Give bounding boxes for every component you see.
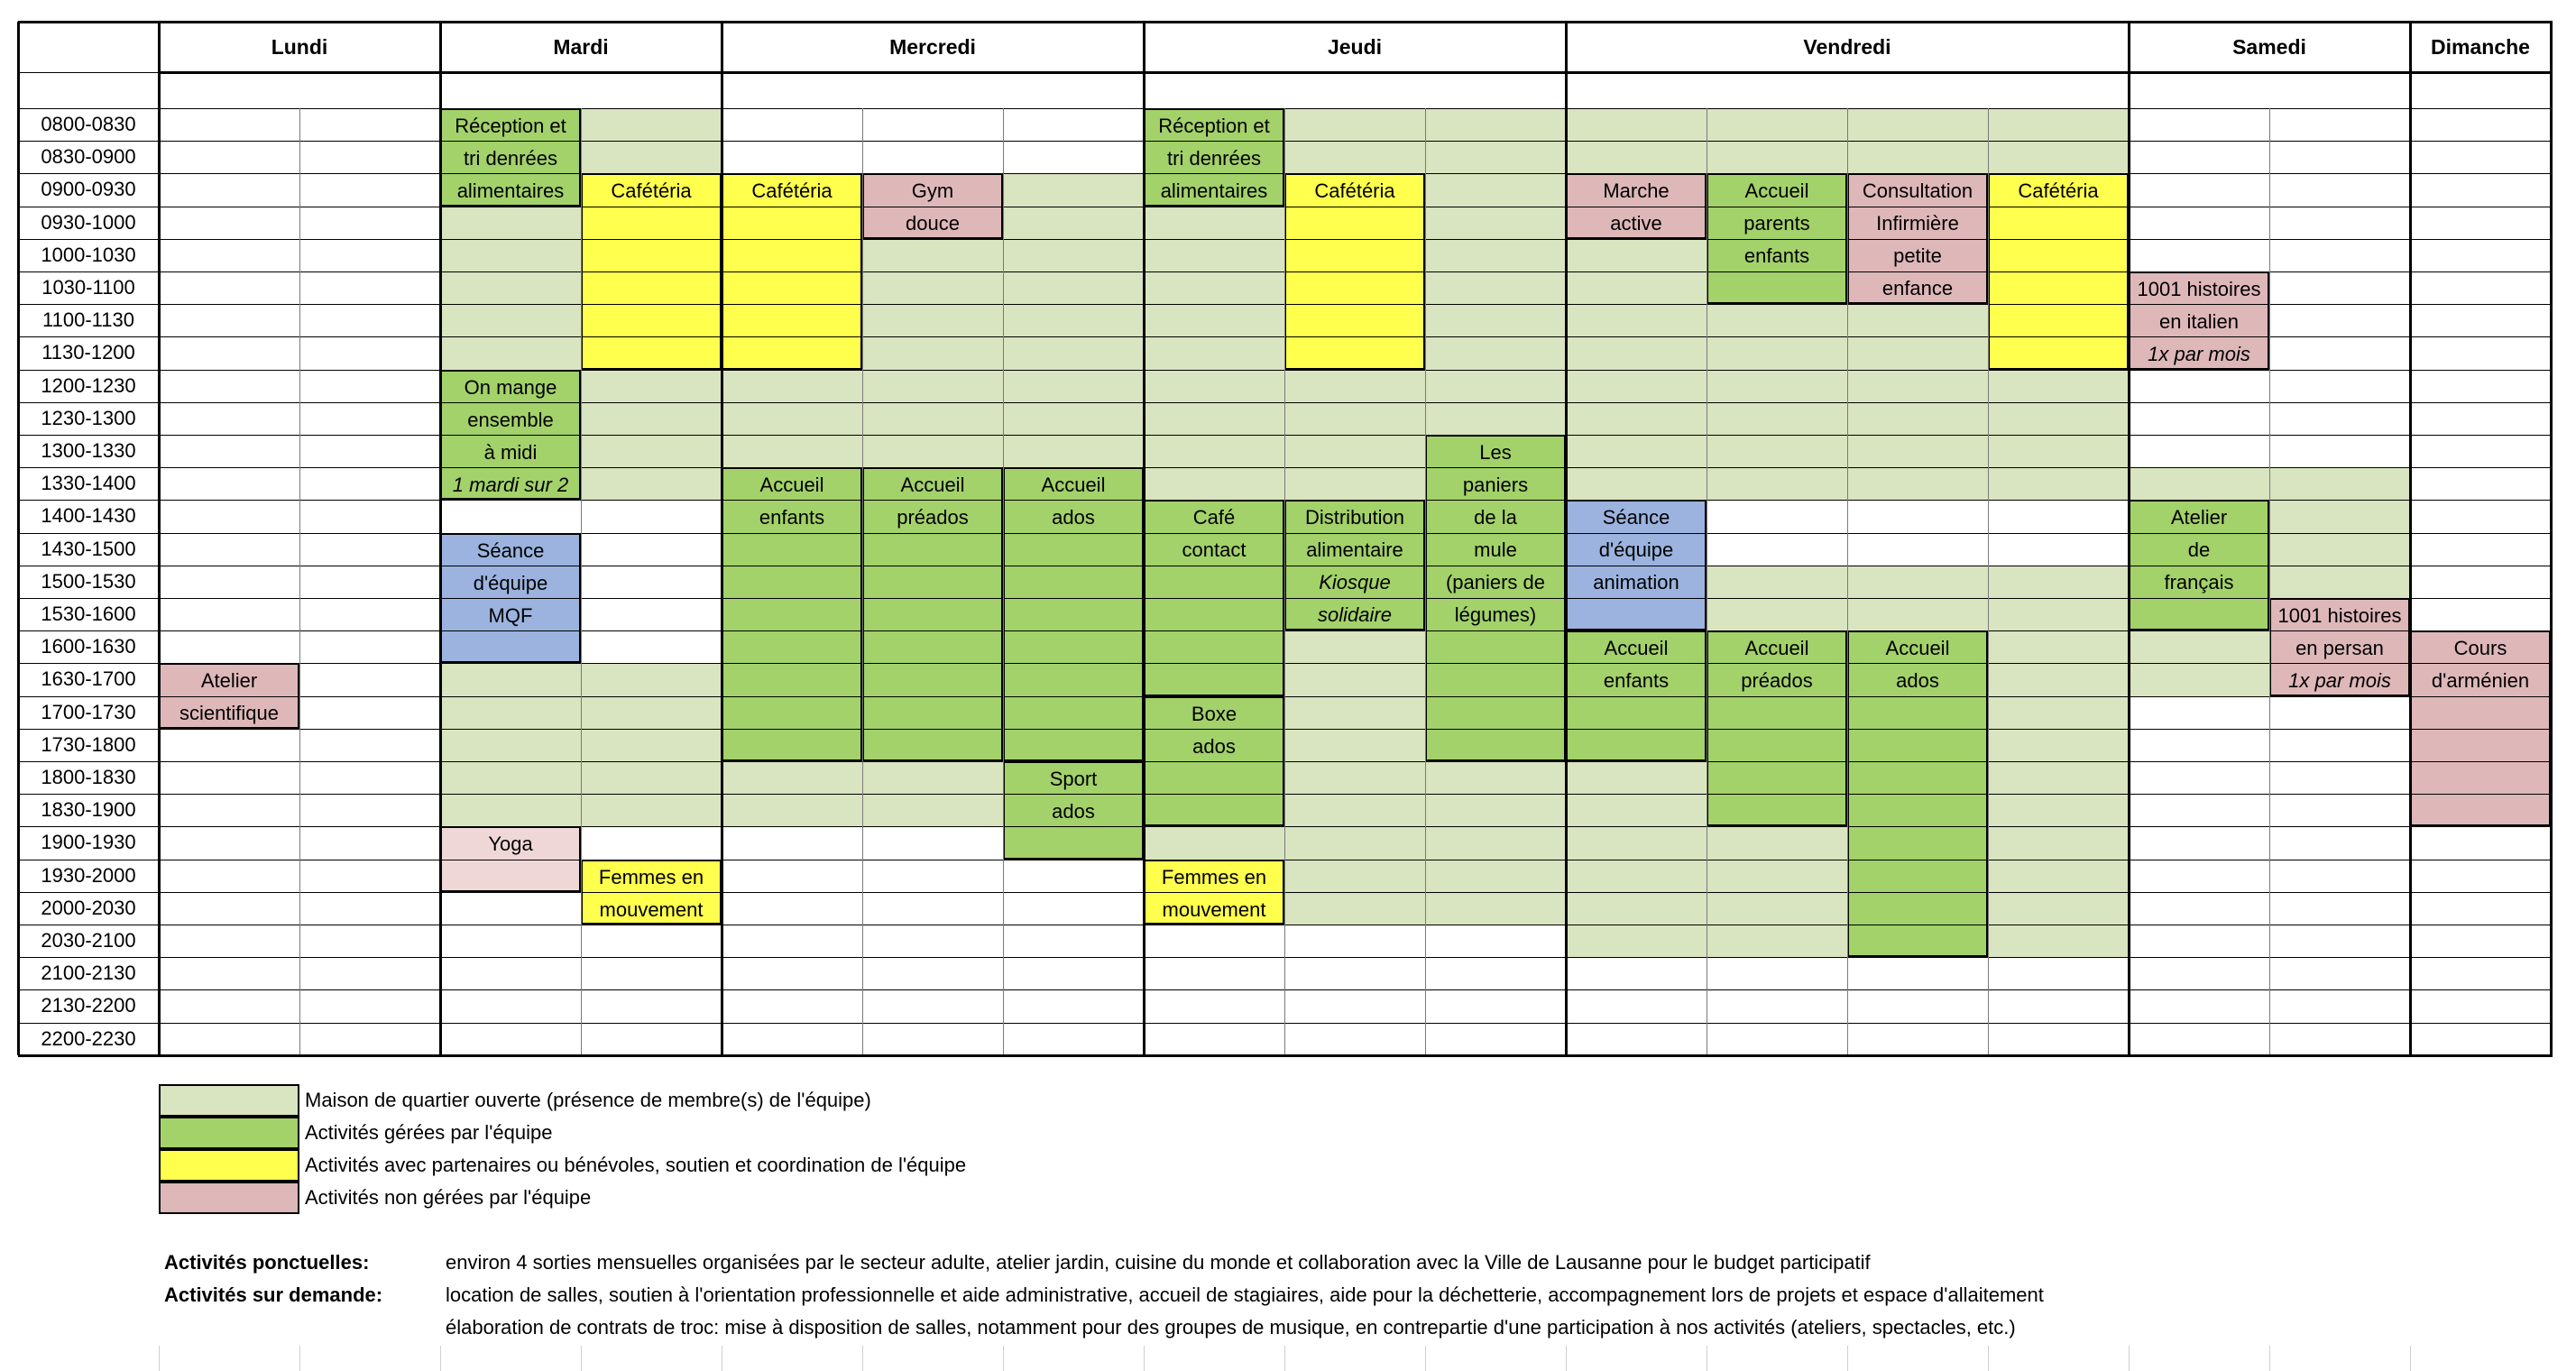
day-separator <box>439 22 442 1055</box>
notes-ponctuelles-label: Activités ponctuelles: <box>164 1251 370 1274</box>
samedi-1001-italien-note: 1x par mois <box>2148 343 2250 365</box>
legend-swatch <box>159 1117 299 1149</box>
jeudi-distribution-line: alimentaire <box>1306 538 1403 562</box>
jeudi-cafe-contact-line: contact <box>1182 538 1247 562</box>
time-label: 0800-0830 <box>41 113 136 136</box>
footer-tick <box>1847 1346 1848 1371</box>
vendredi-accueil-parents-line: parents <box>1743 212 1810 235</box>
mardi-seance-equipe-line: MQF <box>488 603 533 627</box>
jeudi-femmes-mouvement-line: mouvement <box>1162 897 1266 921</box>
time-label: 1130-1200 <box>41 341 135 364</box>
notes-ponctuelles-text: environ 4 sorties mensuelles organisées par le secteur adulte, atelier jardin, cuisine du monde et collaboration avec la Ville de Lausanne pour le budget participatif <box>446 1251 1871 1274</box>
mardi-cafeteria-line: Cafétéria <box>611 179 692 203</box>
mercredi-accueil-enfants-line: enfants <box>759 506 825 529</box>
time-label: 1830-1900 <box>41 798 136 822</box>
footer-tick <box>2269 1346 2270 1371</box>
mercredi-accueil-ados[interactable] <box>1003 467 1144 761</box>
footer-tick <box>440 1346 441 1371</box>
mercredi-sport-ados-line: ados <box>1052 800 1095 823</box>
footer-tick <box>1284 1346 1285 1371</box>
vendredi-consultation-line: enfance <box>1881 277 1954 300</box>
footer-tick <box>581 1346 582 1371</box>
vendredi-seance-equipe-line: animation <box>1593 571 1679 594</box>
day-header-samedi: Samedi <box>2232 34 2306 59</box>
dimanche-cours-armenien-line: d'arménien <box>2431 669 2530 693</box>
day-header-lundi: Lundi <box>271 34 328 59</box>
time-label: 1900-1930 <box>41 831 136 854</box>
footer-tick <box>1003 1346 1004 1371</box>
time-label: 1200-1230 <box>41 373 136 397</box>
mardi-on-mange-line: ensemble <box>467 408 554 431</box>
jeudi-distribution-note: Kiosque <box>1319 571 1391 594</box>
samedi-1001-persan-line: 1001 histoires <box>2277 604 2402 627</box>
mercredi-sport-ados-line: Sport <box>1049 768 1098 790</box>
time-label: 1400-1430 <box>41 504 136 528</box>
time-label: 1000-1030 <box>41 243 136 266</box>
time-label: 1500-1530 <box>41 569 136 593</box>
jeudi-distribution-note: solidaire <box>1318 603 1392 627</box>
samedi-1001-persan[interactable] <box>2269 598 2410 696</box>
time-label: 1730-1800 <box>41 732 136 756</box>
samedi-1001-persan-note: 1x par mois <box>2288 669 2391 692</box>
jeudi-paniers-mule-line: paniers <box>1462 474 1529 496</box>
jeudi-reception-line: tri denrées <box>1167 147 1261 170</box>
time-label: 1630-1700 <box>41 667 136 691</box>
time-label: 0900-0930 <box>41 178 136 201</box>
footer-tick <box>862 1346 863 1371</box>
vendredi-accueil-enfants-line: enfants <box>1603 669 1670 693</box>
mardi-femmes-mouvement-line: mouvement <box>599 897 704 921</box>
footer-tick <box>159 1346 160 1371</box>
vendredi-consultation-line: Infirmière <box>1876 212 1959 235</box>
vendredi-accueil-preados-line: Accueil <box>1744 637 1809 660</box>
slot-line <box>1003 108 1004 1055</box>
mercredi-accueil-preados-line: préados <box>897 506 969 529</box>
mardi-on-mange-line: On mange <box>464 375 557 399</box>
notes-demande-text-1: location de salles, soutien à l'orientation professionnelle et aide administrative, accueil de stagiaires, aide pour la déchetterie, accompagnement lors de projets et espace d'allaitement <box>446 1284 2044 1306</box>
legend-label: Activités avec partenaires ou bénévoles, soutien et coordination de l'équipe <box>305 1154 967 1176</box>
day-separator <box>2409 22 2412 1055</box>
legend-label: Activités non gérées par l'équipe <box>305 1186 592 1209</box>
samedi-atelier-francais-line: Atelier <box>2170 506 2228 529</box>
footer-tick <box>2129 1346 2130 1371</box>
vendredi-consultation-line: petite <box>1893 244 1942 268</box>
day-header-dimanche: Dimanche <box>2431 34 2530 59</box>
day-separator <box>1143 22 1145 1055</box>
lundi-atelier-scientifique-line: scientifique <box>179 702 280 725</box>
time-label: 2000-2030 <box>41 896 136 919</box>
footer-tick <box>1425 1346 1426 1371</box>
time-label: 1300-1330 <box>41 439 136 463</box>
mardi-seance-equipe-line: d'équipe <box>473 571 548 594</box>
time-label: 0830-0900 <box>41 145 136 169</box>
vendredi-seance-equipe-line: Séance <box>1602 506 1670 529</box>
vendredi-accueil-enfants-line: Accueil <box>1604 637 1669 660</box>
vendredi-cafeteria-line: Cafétéria <box>2018 179 2099 203</box>
time-label: 1530-1600 <box>41 603 136 626</box>
mardi-seance-equipe-line: Séance <box>476 538 545 562</box>
mardi-reception-line: tri denrées <box>464 147 557 170</box>
day-separator <box>2550 22 2553 1055</box>
vendredi-accueil-parents-line: enfants <box>1743 244 1810 268</box>
time-label: 1700-1730 <box>41 700 136 723</box>
time-label: 1930-2000 <box>41 863 136 887</box>
mardi-on-mange-line: à midi <box>483 440 538 464</box>
vendredi-accueil-parents-line: Accueil <box>1744 179 1809 203</box>
time-label: 1330-1400 <box>41 472 136 495</box>
mercredi-gym-douce-line: douce <box>906 212 960 235</box>
dimanche-cours-armenien-line: Cours <box>2453 637 2507 660</box>
time-label: 1800-1830 <box>41 766 136 789</box>
legend-swatch <box>159 1149 299 1182</box>
vendredi-consultation-line: Consultation <box>1862 179 1973 203</box>
slot-line <box>2269 108 2270 1055</box>
mardi-reception-line: Réception et <box>455 115 566 137</box>
samedi-1001-italien[interactable] <box>2129 271 2269 370</box>
lundi-atelier-scientifique-line: Atelier <box>200 669 258 693</box>
jeudi-paniers-mule-line: de la <box>1474 506 1517 529</box>
day-header-mardi: Mardi <box>553 34 609 59</box>
jeudi-reception-line: alimentaires <box>1160 179 1268 202</box>
day-separator <box>1565 22 1568 1055</box>
vendredi-seance-equipe-line: d'équipe <box>1598 538 1674 562</box>
table-bottom-border <box>18 1054 2553 1057</box>
time-label: 1030-1100 <box>41 276 135 299</box>
jeudi-reception-line: Réception et <box>1158 115 1270 137</box>
jeudi-paniers-mule-line: Les <box>1479 441 1512 464</box>
samedi-atelier-francais-line: de <box>2187 538 2211 562</box>
time-label: 0930-1000 <box>41 210 136 234</box>
vendredi-accueil-ados-line: Accueil <box>1885 637 1950 660</box>
time-label: 1100-1130 <box>42 308 134 332</box>
time-label: 2200-2230 <box>41 1026 136 1050</box>
jeudi-cafe-contact-line: Café <box>1192 506 1236 529</box>
jeudi-boxe-ados-line: Boxe <box>1191 702 1237 725</box>
time-label: 1430-1500 <box>41 537 136 560</box>
jeudi-paniers-mule-line: mule <box>1474 538 1517 561</box>
jeudi-paniers-mule-line: (paniers de <box>1445 571 1546 593</box>
mercredi-accueil-ados-line: ados <box>1052 506 1095 529</box>
notes-demande-text-2: élaboration de contrats de troc: mise à disposition de salles, notamment pour des groupes de musique, en contrepartie d'une participation à nos activités (ateliers, spectacles, etc.) <box>446 1316 2016 1339</box>
mercredi-gym-douce-line: Gym <box>911 179 954 203</box>
day-header-jeudi: Jeudi <box>1327 34 1383 59</box>
time-label: 1600-1630 <box>41 635 136 658</box>
mardi-reception[interactable] <box>440 108 581 207</box>
mercredi-accueil-preados[interactable] <box>862 467 1003 761</box>
time-label: 1230-1300 <box>41 406 136 429</box>
samedi-1001-italien-line: en italien <box>2158 310 2240 333</box>
jeudi-cafeteria-line: Cafétéria <box>1314 179 1395 203</box>
mercredi-cafeteria-line: Cafétéria <box>751 179 833 203</box>
jeudi-boxe-ados-line: ados <box>1192 734 1236 758</box>
vendredi-marche-active-line: Marche <box>1603 179 1670 203</box>
day-header-mercredi: Mercredi <box>889 34 976 59</box>
mardi-yoga-line: Yoga <box>488 833 533 856</box>
footer-tick <box>299 1346 300 1371</box>
time-label: 2100-2130 <box>41 962 136 985</box>
footer-tick <box>1144 1346 1145 1371</box>
mercredi-accueil-enfants[interactable] <box>722 467 862 761</box>
slot-line <box>1284 108 1285 1055</box>
slot-line <box>1988 108 1989 1055</box>
slot-line <box>1847 108 1848 1055</box>
legend-swatch <box>159 1182 299 1214</box>
footer-tick <box>2410 1346 2411 1371</box>
time-label: 2030-2100 <box>41 929 136 952</box>
footer-tick <box>1988 1346 1989 1371</box>
slot-line <box>862 108 863 1055</box>
slot-line <box>299 108 300 1055</box>
vendredi-accueil-preados-line: préados <box>1741 669 1813 693</box>
jeudi-reception[interactable] <box>1144 108 1284 207</box>
vendredi-marche-active-line: active <box>1610 212 1662 235</box>
legend-label: Maison de quartier ouverte (présence de membre(s) de l'équipe) <box>305 1089 871 1111</box>
samedi-atelier-francais-line: français <box>2164 571 2234 594</box>
legend-swatch <box>159 1084 299 1117</box>
mercredi-accueil-enfants-line: Accueil <box>759 474 824 497</box>
jeudi-femmes-mouvement-line: Femmes en <box>1161 865 1267 888</box>
day-header-vendredi: Vendredi <box>1803 34 1891 59</box>
day-separator <box>721 22 723 1055</box>
samedi-1001-persan-line: en persan <box>2295 637 2384 659</box>
jeudi-paniers-mule-line: légumes) <box>1454 603 1537 626</box>
footer-tick <box>1566 1346 1567 1371</box>
time-label: 2130-2200 <box>41 994 136 1017</box>
mercredi-accueil-preados-line: Accueil <box>900 474 965 497</box>
slot-line <box>1425 108 1426 1055</box>
slot-line <box>581 108 582 1055</box>
mardi-reception-line: alimentaires <box>456 179 565 202</box>
mardi-on-mange-note: 1 mardi sur 2 <box>452 473 569 496</box>
notes-demande-label: Activités sur demande: <box>164 1284 383 1306</box>
samedi-1001-italien-line: 1001 histoires <box>2137 278 2261 300</box>
mardi-femmes-mouvement-line: Femmes en <box>598 865 704 888</box>
jeudi-distribution-line: Distribution <box>1304 506 1405 529</box>
mercredi-sport-ados[interactable] <box>1003 761 1144 860</box>
day-separator <box>2128 22 2130 1055</box>
vendredi-accueil-ados-line: ados <box>1896 669 1939 693</box>
legend-label: Activités gérées par l'équipe <box>305 1121 553 1144</box>
mercredi-accueil-ados-line: Accueil <box>1041 474 1106 497</box>
